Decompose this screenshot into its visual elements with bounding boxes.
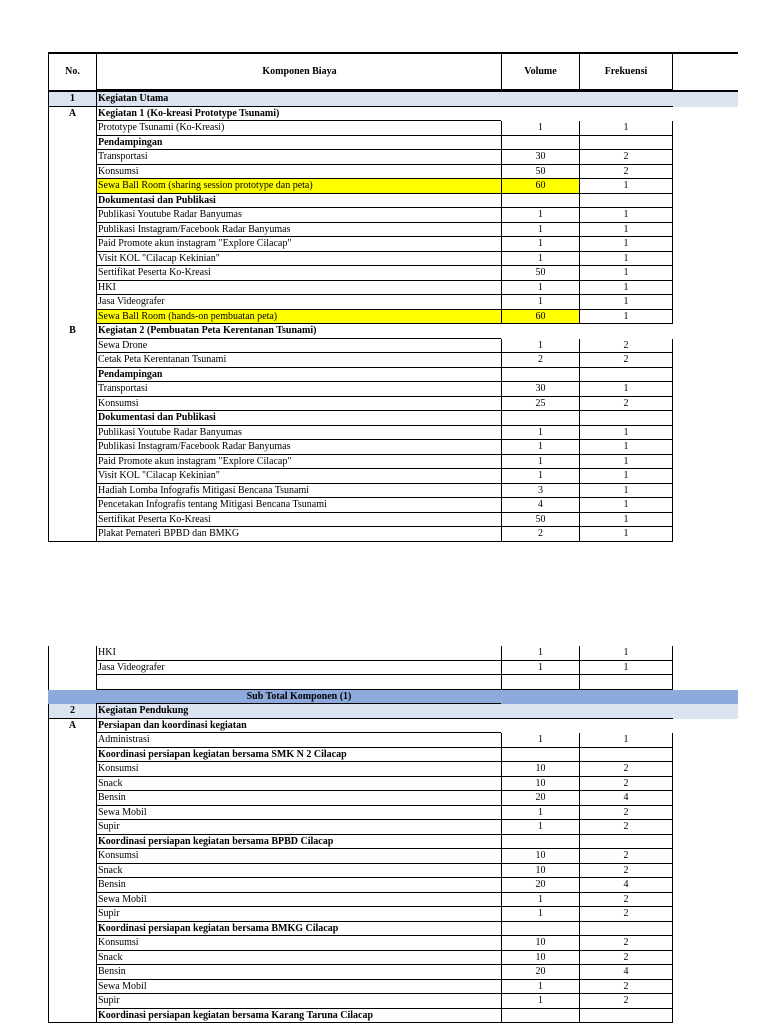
row-number bbox=[48, 513, 96, 528]
row-volume: 30 bbox=[501, 150, 579, 165]
row-volume: 30 bbox=[501, 382, 579, 397]
row-volume: 1 bbox=[501, 223, 579, 238]
row-frekuensi: 2 bbox=[579, 864, 673, 879]
row-volume: 50 bbox=[501, 266, 579, 281]
row-frekuensi: 1 bbox=[579, 266, 673, 281]
row-frekuensi: 1 bbox=[579, 527, 673, 542]
row-volume bbox=[501, 719, 579, 734]
row-volume bbox=[501, 324, 579, 339]
row-frekuensi: 1 bbox=[579, 440, 673, 455]
row-volume: 20 bbox=[501, 878, 579, 893]
row-number bbox=[48, 194, 96, 209]
row-volume: 10 bbox=[501, 849, 579, 864]
budget-table-continued bbox=[48, 646, 738, 1023]
table-row bbox=[48, 661, 738, 676]
row-volume bbox=[501, 835, 579, 850]
row-komponen: Transportasi bbox=[96, 382, 501, 397]
row-number bbox=[48, 281, 96, 296]
row-komponen: Visit KOL "Cilacap Kekinian" bbox=[96, 469, 501, 484]
row-frekuensi: 1 bbox=[579, 223, 673, 238]
table-row bbox=[48, 849, 738, 864]
row-komponen: Supir bbox=[96, 994, 501, 1009]
table-row bbox=[48, 440, 738, 455]
row-komponen: Prototype Tsunami (Ko-Kreasi) bbox=[96, 121, 501, 136]
row-frekuensi: 2 bbox=[579, 165, 673, 180]
row-number bbox=[48, 179, 96, 194]
row-number bbox=[48, 980, 96, 995]
row-frekuensi: 1 bbox=[579, 469, 673, 484]
row-komponen: Jasa Videografer bbox=[96, 661, 501, 676]
row-volume: 3 bbox=[501, 484, 579, 499]
row-komponen: Kegiatan 2 (Pembuatan Peta Kerentanan Tsunami) bbox=[96, 324, 501, 339]
row-frekuensi: 1 bbox=[579, 513, 673, 528]
row-komponen: Pendampingan bbox=[96, 136, 501, 151]
row-komponen: Kegiatan Utama bbox=[96, 92, 501, 107]
row-komponen: Transportasi bbox=[96, 150, 501, 165]
row-komponen: Snack bbox=[96, 777, 501, 792]
row-komponen: Paid Promote akun instagram "Explore Cilacap" bbox=[96, 237, 501, 252]
row-number bbox=[48, 266, 96, 281]
row-number bbox=[48, 849, 96, 864]
section-row bbox=[48, 92, 738, 107]
row-number bbox=[48, 237, 96, 252]
subtotal-row bbox=[48, 690, 738, 705]
row-frekuensi bbox=[579, 324, 673, 339]
row-frekuensi bbox=[579, 748, 673, 763]
row-komponen: Hadiah Lomba Infografis Mitigasi Bencana Tsunami bbox=[96, 484, 501, 499]
row-volume: 1 bbox=[501, 237, 579, 252]
group-row bbox=[48, 922, 738, 937]
row-volume: 20 bbox=[501, 791, 579, 806]
row-volume: 50 bbox=[501, 165, 579, 180]
row-number bbox=[48, 864, 96, 879]
row-frekuensi bbox=[579, 411, 673, 426]
row-frekuensi: 2 bbox=[579, 353, 673, 368]
group-row bbox=[48, 748, 738, 763]
row-komponen: Koordinasi persiapan kegiatan bersama Karang Taruna Cilacap bbox=[96, 1009, 501, 1024]
row-komponen: HKI bbox=[96, 646, 501, 661]
row-volume: 1 bbox=[501, 440, 579, 455]
table-row bbox=[48, 455, 738, 470]
row-frekuensi bbox=[579, 690, 673, 705]
row-number bbox=[48, 527, 96, 542]
row-number bbox=[48, 733, 96, 748]
row-frekuensi: 2 bbox=[579, 951, 673, 966]
table-row bbox=[48, 469, 738, 484]
table-row bbox=[48, 806, 738, 821]
row-komponen: Kegiatan Pendukung bbox=[96, 704, 501, 719]
row-number bbox=[48, 136, 96, 151]
group-row bbox=[48, 411, 738, 426]
row-number bbox=[48, 469, 96, 484]
row-number bbox=[48, 661, 96, 676]
row-frekuensi: 2 bbox=[579, 893, 673, 908]
row-number bbox=[48, 411, 96, 426]
row-komponen: Dokumentasi dan Publikasi bbox=[96, 194, 501, 209]
row-komponen: Bensin bbox=[96, 965, 501, 980]
row-number bbox=[48, 440, 96, 455]
row-frekuensi: 4 bbox=[579, 878, 673, 893]
row-volume bbox=[501, 194, 579, 209]
row-frekuensi: 2 bbox=[579, 397, 673, 412]
table-row bbox=[48, 426, 738, 441]
row-volume bbox=[501, 92, 579, 107]
row-volume: 1 bbox=[501, 208, 579, 223]
row-number bbox=[48, 252, 96, 267]
table-row bbox=[48, 266, 738, 281]
row-number bbox=[48, 762, 96, 777]
row-frekuensi: 2 bbox=[579, 777, 673, 792]
table-header-row bbox=[48, 52, 738, 92]
row-volume: 1 bbox=[501, 339, 579, 354]
row-komponen: Pencetakan Infografis tentang Mitigasi Bencana Tsunami bbox=[96, 498, 501, 513]
row-frekuensi bbox=[579, 675, 673, 690]
row-frekuensi bbox=[579, 719, 673, 734]
row-komponen: Bensin bbox=[96, 791, 501, 806]
header-frekuensi: Frekuensi bbox=[579, 54, 673, 90]
row-frekuensi: 1 bbox=[579, 295, 673, 310]
row-komponen: Koordinasi persiapan kegiatan bersama BPBD Cilacap bbox=[96, 835, 501, 850]
row-volume: 1 bbox=[501, 733, 579, 748]
row-komponen: Snack bbox=[96, 951, 501, 966]
row-komponen: Sertifikat Peserta Ko-Kreasi bbox=[96, 513, 501, 528]
row-frekuensi: 1 bbox=[579, 646, 673, 661]
row-komponen: Sewa Ball Room (sharing session prototype dan peta) bbox=[96, 179, 501, 194]
row-volume: 1 bbox=[501, 994, 579, 1009]
row-komponen: Paid Promote akun instagram "Explore Cilacap" bbox=[96, 455, 501, 470]
row-komponen: Koordinasi persiapan kegiatan bersama BMKG Cilacap bbox=[96, 922, 501, 937]
row-number bbox=[48, 690, 96, 705]
row-komponen: Publikasi Youtube Radar Banyumas bbox=[96, 426, 501, 441]
row-volume: 60 bbox=[501, 310, 579, 325]
row-frekuensi bbox=[579, 704, 673, 719]
row-number bbox=[48, 121, 96, 136]
row-frekuensi bbox=[579, 368, 673, 383]
row-number bbox=[48, 353, 96, 368]
group-row bbox=[48, 1009, 738, 1024]
row-number bbox=[48, 295, 96, 310]
row-komponen: Publikasi Youtube Radar Banyumas bbox=[96, 208, 501, 223]
table-row bbox=[48, 150, 738, 165]
table-row bbox=[48, 498, 738, 513]
row-number bbox=[48, 878, 96, 893]
row-number bbox=[48, 907, 96, 922]
row-number bbox=[48, 208, 96, 223]
row-volume: 50 bbox=[501, 513, 579, 528]
activity-row bbox=[48, 719, 738, 734]
row-komponen: Sewa Mobil bbox=[96, 893, 501, 908]
row-frekuensi bbox=[579, 835, 673, 850]
row-number bbox=[48, 484, 96, 499]
row-number bbox=[48, 675, 96, 690]
row-frekuensi bbox=[579, 922, 673, 937]
row-frekuensi: 1 bbox=[579, 484, 673, 499]
table-row bbox=[48, 777, 738, 792]
table-row bbox=[48, 295, 738, 310]
row-volume: 10 bbox=[501, 864, 579, 879]
row-komponen: Supir bbox=[96, 907, 501, 922]
row-komponen: Persiapan dan koordinasi kegiatan bbox=[96, 719, 501, 734]
row-number: A bbox=[48, 107, 96, 122]
row-number bbox=[48, 791, 96, 806]
table-row bbox=[48, 791, 738, 806]
row-frekuensi: 2 bbox=[579, 806, 673, 821]
row-number bbox=[48, 382, 96, 397]
row-komponen: Sewa Mobil bbox=[96, 806, 501, 821]
table-row bbox=[48, 339, 738, 354]
row-volume: 10 bbox=[501, 777, 579, 792]
row-frekuensi bbox=[579, 136, 673, 151]
row-number bbox=[48, 310, 96, 325]
row-volume bbox=[501, 1009, 579, 1024]
row-frekuensi bbox=[579, 194, 673, 209]
row-komponen: Administrasi bbox=[96, 733, 501, 748]
row-volume: 1 bbox=[501, 295, 579, 310]
row-volume: 2 bbox=[501, 353, 579, 368]
row-frekuensi: 1 bbox=[579, 310, 673, 325]
table-row bbox=[48, 951, 738, 966]
row-volume: 2 bbox=[501, 527, 579, 542]
table-row bbox=[48, 820, 738, 835]
row-number bbox=[48, 397, 96, 412]
row-number bbox=[48, 223, 96, 238]
row-frekuensi: 1 bbox=[579, 121, 673, 136]
row-frekuensi: 4 bbox=[579, 791, 673, 806]
row-volume: 1 bbox=[501, 252, 579, 267]
header-no: No. bbox=[48, 54, 96, 90]
row-volume: 1 bbox=[501, 469, 579, 484]
row-frekuensi: 2 bbox=[579, 994, 673, 1009]
table-row bbox=[48, 165, 738, 180]
row-komponen: Plakat Pemateri BPBD dan BMKG bbox=[96, 527, 501, 542]
blank-row bbox=[48, 675, 738, 690]
header-komponen-biaya: Komponen Biaya bbox=[96, 54, 501, 90]
row-number bbox=[48, 150, 96, 165]
table-row bbox=[48, 980, 738, 995]
row-number: 2 bbox=[48, 704, 96, 719]
table-row bbox=[48, 994, 738, 1009]
row-komponen: Konsumsi bbox=[96, 165, 501, 180]
activity-row bbox=[48, 324, 738, 339]
table-row bbox=[48, 179, 738, 194]
table-row bbox=[48, 513, 738, 528]
row-komponen: Sewa Drone bbox=[96, 339, 501, 354]
row-number bbox=[48, 646, 96, 661]
row-komponen: Sewa Ball Room (hands-on pembuatan peta) bbox=[96, 310, 501, 325]
row-frekuensi bbox=[579, 92, 673, 107]
row-number bbox=[48, 455, 96, 470]
row-volume bbox=[501, 368, 579, 383]
table-row bbox=[48, 965, 738, 980]
row-number bbox=[48, 936, 96, 951]
row-frekuensi: 1 bbox=[579, 237, 673, 252]
row-komponen: Snack bbox=[96, 864, 501, 879]
row-volume: 1 bbox=[501, 980, 579, 995]
table-row bbox=[48, 121, 738, 136]
group-row bbox=[48, 194, 738, 209]
row-volume: 10 bbox=[501, 951, 579, 966]
row-komponen: Konsumsi bbox=[96, 936, 501, 951]
row-komponen: Supir bbox=[96, 820, 501, 835]
row-volume: 10 bbox=[501, 936, 579, 951]
table-row bbox=[48, 936, 738, 951]
table-row bbox=[48, 646, 738, 661]
row-volume: 1 bbox=[501, 646, 579, 661]
row-volume: 1 bbox=[501, 806, 579, 821]
table-row bbox=[48, 281, 738, 296]
table-row bbox=[48, 208, 738, 223]
table-row bbox=[48, 733, 738, 748]
row-frekuensi: 1 bbox=[579, 382, 673, 397]
header-volume: Volume bbox=[501, 54, 579, 90]
row-number bbox=[48, 339, 96, 354]
row-number bbox=[48, 835, 96, 850]
table-row bbox=[48, 223, 738, 238]
row-frekuensi: 1 bbox=[579, 426, 673, 441]
row-number bbox=[48, 165, 96, 180]
table-row bbox=[48, 353, 738, 368]
row-komponen: Konsumsi bbox=[96, 397, 501, 412]
row-volume: 20 bbox=[501, 965, 579, 980]
row-number bbox=[48, 922, 96, 937]
row-frekuensi bbox=[579, 1009, 673, 1024]
row-number bbox=[48, 1009, 96, 1024]
row-komponen: Konsumsi bbox=[96, 849, 501, 864]
row-volume: 1 bbox=[501, 661, 579, 676]
row-komponen: Pendampingan bbox=[96, 368, 501, 383]
row-volume: 1 bbox=[501, 426, 579, 441]
row-frekuensi: 2 bbox=[579, 339, 673, 354]
row-komponen: Sewa Mobil bbox=[96, 980, 501, 995]
row-frekuensi: 1 bbox=[579, 455, 673, 470]
table-row bbox=[48, 893, 738, 908]
row-frekuensi: 4 bbox=[579, 965, 673, 980]
activity-row bbox=[48, 107, 738, 122]
row-komponen: Sub Total Komponen (1) bbox=[96, 690, 501, 705]
row-frekuensi bbox=[579, 107, 673, 122]
row-number bbox=[48, 426, 96, 441]
row-number: A bbox=[48, 719, 96, 734]
group-row bbox=[48, 136, 738, 151]
row-komponen: Visit KOL "Cilacap Kekinian" bbox=[96, 252, 501, 267]
row-frekuensi: 2 bbox=[579, 150, 673, 165]
group-row bbox=[48, 368, 738, 383]
table-row bbox=[48, 878, 738, 893]
row-number bbox=[48, 820, 96, 835]
table-body bbox=[48, 92, 738, 542]
row-volume bbox=[501, 107, 579, 122]
row-number bbox=[48, 893, 96, 908]
budget-table-top bbox=[48, 52, 738, 542]
row-number bbox=[48, 994, 96, 1009]
row-number: 1 bbox=[48, 92, 96, 107]
row-volume bbox=[501, 136, 579, 151]
row-komponen: Kegiatan 1 (Ko-kreasi Prototype Tsunami) bbox=[96, 107, 501, 122]
row-volume bbox=[501, 748, 579, 763]
row-number bbox=[48, 806, 96, 821]
row-volume: 1 bbox=[501, 907, 579, 922]
row-volume: 60 bbox=[501, 179, 579, 194]
table-row bbox=[48, 864, 738, 879]
row-komponen: Koordinasi persiapan kegiatan bersama SMK N 2 Cilacap bbox=[96, 748, 501, 763]
table-row bbox=[48, 907, 738, 922]
row-komponen: Sertifikat Peserta Ko-Kreasi bbox=[96, 266, 501, 281]
row-number bbox=[48, 748, 96, 763]
row-komponen: Cetak Peta Kerentanan Tsunami bbox=[96, 353, 501, 368]
group-row bbox=[48, 835, 738, 850]
table-row bbox=[48, 397, 738, 412]
row-frekuensi: 2 bbox=[579, 820, 673, 835]
row-volume bbox=[501, 922, 579, 937]
row-frekuensi: 2 bbox=[579, 936, 673, 951]
row-komponen bbox=[96, 675, 501, 690]
row-frekuensi: 1 bbox=[579, 179, 673, 194]
row-volume: 1 bbox=[501, 820, 579, 835]
row-number bbox=[48, 951, 96, 966]
row-volume: 1 bbox=[501, 281, 579, 296]
table-row bbox=[48, 484, 738, 499]
row-number bbox=[48, 498, 96, 513]
row-volume: 1 bbox=[501, 121, 579, 136]
row-komponen: Dokumentasi dan Publikasi bbox=[96, 411, 501, 426]
row-frekuensi: 2 bbox=[579, 849, 673, 864]
row-number bbox=[48, 965, 96, 980]
row-komponen: HKI bbox=[96, 281, 501, 296]
row-number bbox=[48, 368, 96, 383]
row-frekuensi: 1 bbox=[579, 498, 673, 513]
row-number: B bbox=[48, 324, 96, 339]
row-volume: 1 bbox=[501, 893, 579, 908]
row-frekuensi: 2 bbox=[579, 907, 673, 922]
row-komponen: Bensin bbox=[96, 878, 501, 893]
row-komponen: Publikasi Instagram/Facebook Radar Banyumas bbox=[96, 223, 501, 238]
row-frekuensi: 1 bbox=[579, 281, 673, 296]
table-row bbox=[48, 382, 738, 397]
row-frekuensi: 1 bbox=[579, 733, 673, 748]
row-volume: 25 bbox=[501, 397, 579, 412]
table-body bbox=[48, 646, 738, 1023]
row-volume: 10 bbox=[501, 762, 579, 777]
row-number bbox=[48, 777, 96, 792]
row-frekuensi: 2 bbox=[579, 980, 673, 995]
table-row bbox=[48, 310, 738, 325]
row-volume bbox=[501, 675, 579, 690]
row-volume: 1 bbox=[501, 455, 579, 470]
table-row bbox=[48, 237, 738, 252]
table-row bbox=[48, 762, 738, 777]
table-row bbox=[48, 527, 738, 542]
row-frekuensi: 1 bbox=[579, 208, 673, 223]
row-komponen: Publikasi Instagram/Facebook Radar Banyumas bbox=[96, 440, 501, 455]
row-komponen: Konsumsi bbox=[96, 762, 501, 777]
row-frekuensi: 1 bbox=[579, 661, 673, 676]
row-volume: 4 bbox=[501, 498, 579, 513]
section-row bbox=[48, 704, 738, 719]
table-row bbox=[48, 252, 738, 267]
row-frekuensi: 1 bbox=[579, 252, 673, 267]
row-volume bbox=[501, 704, 579, 719]
row-volume bbox=[501, 411, 579, 426]
row-volume bbox=[501, 690, 579, 705]
row-frekuensi: 2 bbox=[579, 762, 673, 777]
row-komponen: Jasa Videografer bbox=[96, 295, 501, 310]
